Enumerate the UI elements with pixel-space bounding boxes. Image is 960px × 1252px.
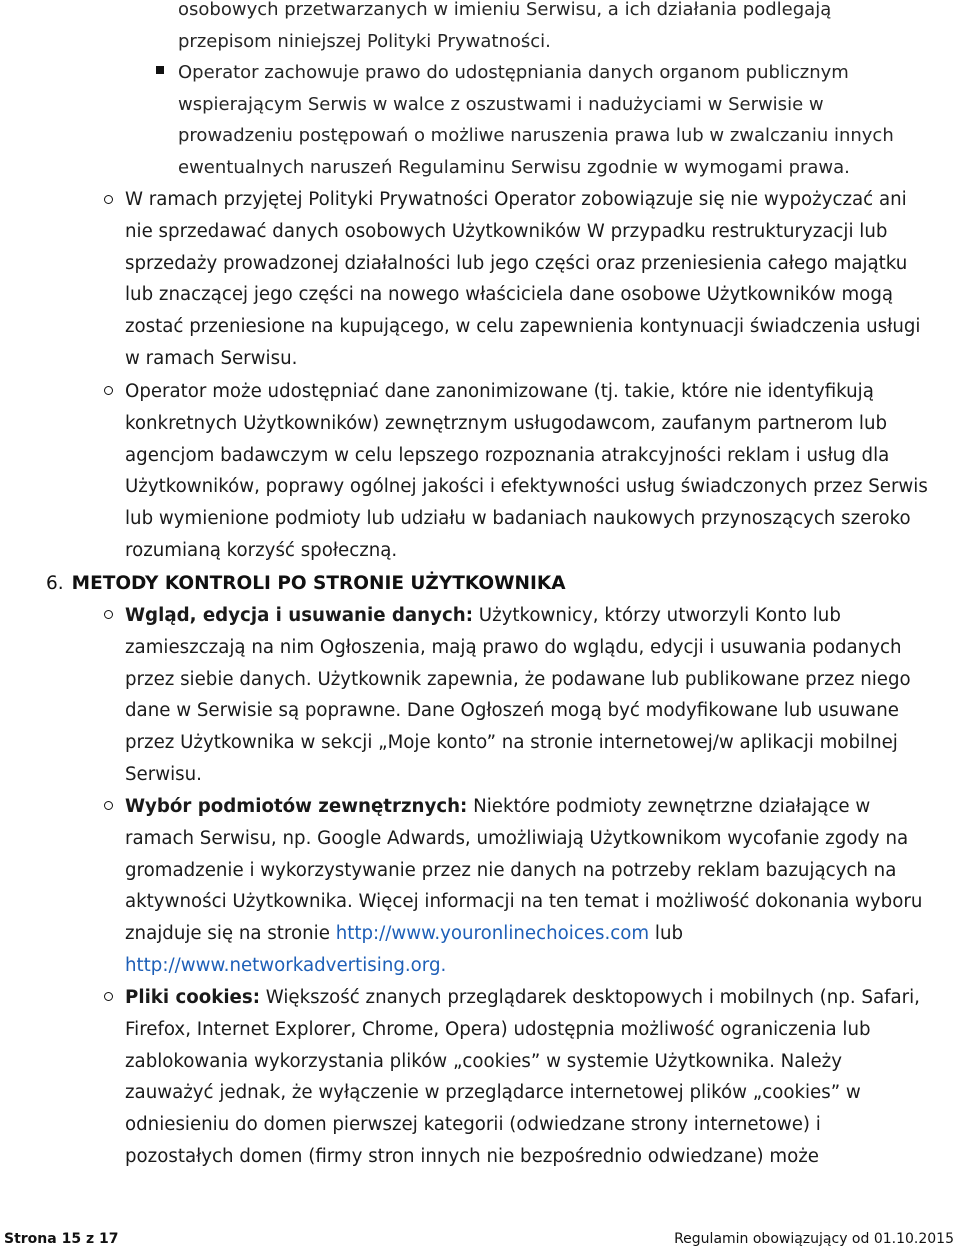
list-item-no-sale-of-data: W ramach przyjętej Polityki Prywatności Operator zobowiązuje się nie wypożyczać ani nie sprzedawać danych osobowych Użytkowników W przypadku restrukturyzacji lub sprzedaży prowadzonej działalności lub jego części oraz przeniesienia całego majątku lub znaczącej jego części na nowego właściciela dane osobowe Użytkowników mogą zostać przeniesione na kupującego, w celu zapewnienia kontynuacji świadczenia usługi w ramach Serwisu. (125, 189, 921, 369)
item-text: Większość znanych przeglądarek desktopowych i mobilnych (np. Safari, Firefox, Internet Explorer, Chrome, Opera) udostępnia możliwość ograniczenia lub zablokowania wykorzystania plików „cookies” w systemie Użytkownika. Należy zauważyć jednak, że wyłączenie w przeglądarce internetowej plików „cookies” w odniesieniu do domen pierwszej kategorii (odwiedzane strony internetowe) i pozostałych domen (firmy stron innych nie bezpośrednio odwiedzane) może (125, 987, 920, 1167)
item-text: Niektóre podmioty zewnętrzne działające w ramach Serwisu, np. Google Adwards, umożliwiają Użytkownikom wycofanie zgody na gromadzenie i wykorzystywanie przez nie danych na potrzeby reklam bazujących na aktywności Użytkownika. Więcej informacji na ten temat i możliwość dokonania wyboru znajduje się na stronie (125, 796, 923, 945)
page-number: Strona 15 z 17 (4, 1231, 119, 1247)
section-heading (46, 568, 566, 599)
continuation-paragraph: osobowych przetwarzanych w imieniu Serwisu, a ich działania podlegają przepisom niniejszej Polityki Prywatności. (178, 0, 832, 52)
section-title: METODY KONTROLI PO STRONIE UŻYTKOWNIKA (71, 573, 566, 594)
item-label: Wybór podmiotów zewnętrznych: (125, 796, 468, 817)
link-youronlinechoices[interactable]: http://www.youronlinechoices.com (335, 923, 650, 945)
circle-bullet-icon (104, 386, 113, 395)
list-item-third-party-choice (125, 791, 935, 982)
circle-bullet-icon (104, 195, 113, 204)
list-item-data-sharing-authorities: Operator zachowuje prawo do udostępniania danych organom publicznym wspierającym Serwis w walce z oszustwami i nadużyciami w Serwisie w prowadzeniu postępowań o możliwe naruszenia prawa lub w zwalczaniu innych ewentualnych naruszeń Regulaminu Serwisu zgodnie w wymogami prawa. (178, 62, 894, 178)
square-bullet-icon (156, 66, 164, 74)
list-item-anonymized-data: Operator może udostępniać dane zanonimizowane (tj. takie, które nie identyfikują konkretnych Użytkowników) zewnętrznym usługodawcom, zaufanym partnerom lub agencjom badawczym w celu lepszego rozpoznania atrakcyjności reklam i usług dla Użytkowników, poprawy ogólnej jakości i efektywności usług świadczonych przez Serwis lub wymienione podmioty lub udziału w badaniach naukowych przynoszących szeroko rozumianą korzyść społeczną. (125, 381, 928, 561)
circle-bullet-icon (104, 610, 113, 619)
circle-bullet-icon (104, 801, 113, 810)
circle-bullet-icon (104, 992, 113, 1001)
item-label: Wgląd, edycja i usuwanie danych: (125, 605, 473, 626)
item-label: Pliki cookies: (125, 987, 260, 1008)
section-number: 6. (46, 573, 64, 594)
list-item-cookies (125, 982, 935, 1173)
item-text-connector: lub (649, 923, 684, 945)
link-networkadvertising[interactable]: http://www.networkadvertising.org. (125, 954, 447, 976)
list-item-access-edit-delete (125, 600, 935, 791)
item-text: Użytkownicy, którzy utworzyli Konto lub zamieszczają na nim Ogłoszenia, mają prawo do wglądu, edycji i usuwania podanych przez siebie danych. Użytkownik zapewnia, że podawane lub publikowane przez niego dane w Serwisie są poprawne. Dane Ogłoszeń mogą być modyfikowane lub usuwane przez Użytkownika w sekcji „Moje konto” na stronie internetowej/w aplikacji mobilnej Serwisu. (125, 605, 911, 785)
regulation-date: Regulamin obowiązujący od 01.10.2015 (674, 1231, 954, 1247)
